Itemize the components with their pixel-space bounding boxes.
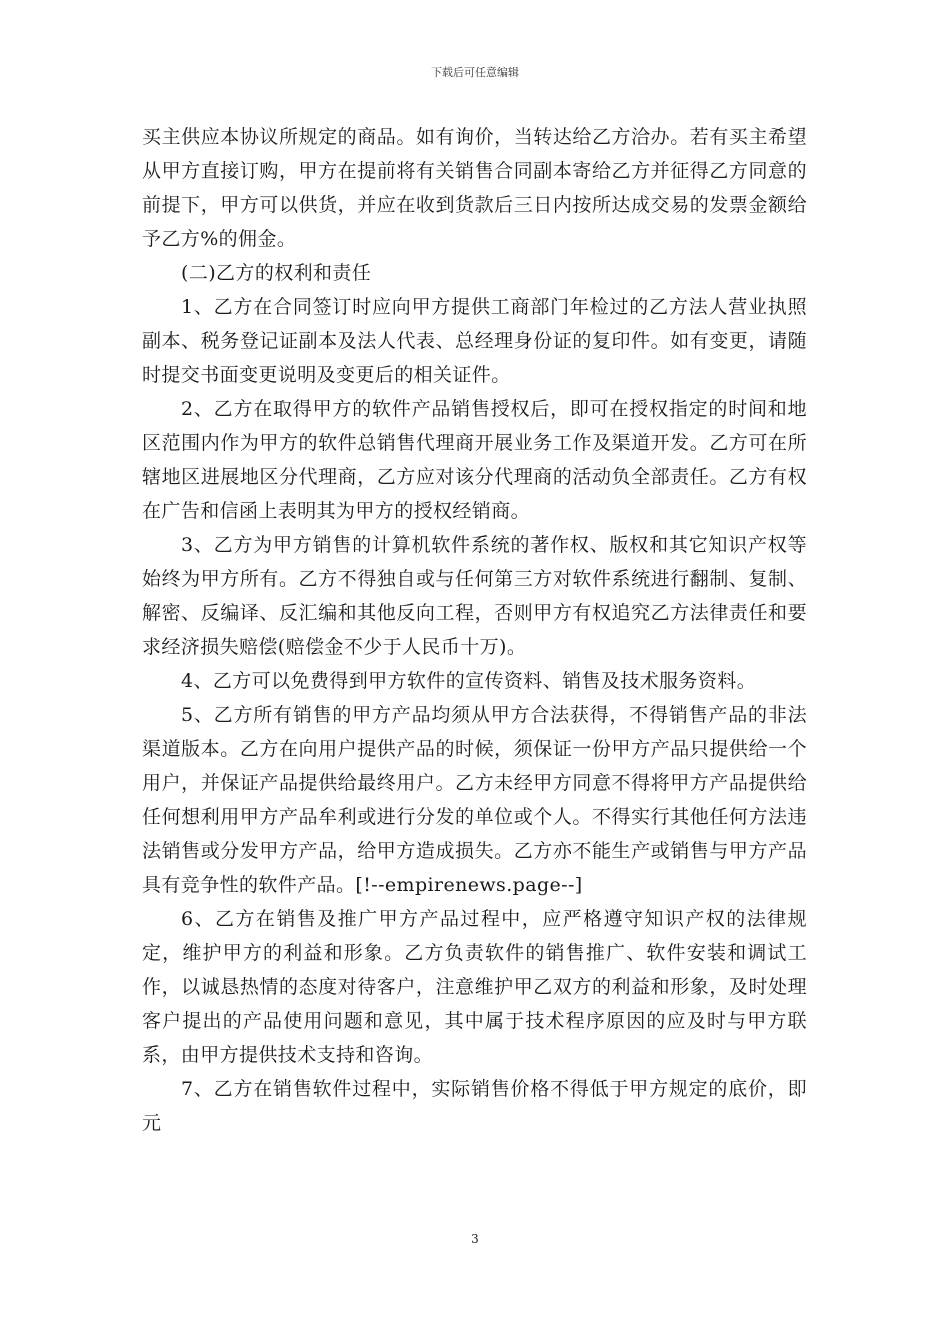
paragraph: 1、乙方在合同签订时应向甲方提供工商部门年检过的乙方法人营业执照副本、税务登记证副本及法人代表、总经理身份证的复印件。如有变更，请随时提交书面变更说明及变更后的相关证件。 [142,296,807,386]
paragraph: 7、乙方在销售软件过程中，实际销售价格不得低于甲方规定的底价，即元 [142,1078,807,1134]
section-heading: (二)乙方的权利和责任 [181,262,372,284]
document-body [142,120,807,1140]
page-number: 3 [471,1232,479,1246]
paragraph: 3、乙方为甲方销售的计算机软件系统的著作权、版权和其它知识产权等始终为甲方所有。乙方不得独自或与任何第三方对软件系统进行翻制、复制、解密、反编译、反汇编和其他反向工程，否则甲方有权追究乙方法律责任和要求经济损失赔偿(赔偿金不少于人民币十万)。 [142,534,807,658]
paragraph: 6、乙方在销售及推广甲方产品过程中，应严格遵守知识产权的法律规定，维护甲方的利益和形象。乙方负责软件的销售推广、软件安装和调试工作，以诚恳热情的态度对待客户，注意维护甲乙双方的利益和形象，及时处理客户提出的产品使用问题和意见，其中属于技术程序原因的应及时与甲方联系，由甲方提供技术支持和咨询。 [142,908,807,1066]
paragraph: 买主供应本协议所规定的商品。如有询价，当转达给乙方洽办。若有买主希望从甲方直接订购，甲方在提前将有关销售合同副本寄给乙方并征得乙方同意的前提下，甲方可以供货，并应在收到货款后三日内按所达成交易的发票金额给予乙方%的佣金。 [142,126,807,250]
paragraph: 4、乙方可以免费得到甲方软件的宣传资料、销售及技术服务资料。 [181,670,757,692]
paragraph: 2、乙方在取得甲方的软件产品销售授权后，即可在授权指定的时间和地区范围内作为甲方的软件总销售代理商开展业务工作及渠道开发。乙方可在所辖地区进展地区分代理商，乙方应对该分代理商的活动负全部责任。乙方有权在广告和信函上表明其为甲方的授权经销商。 [142,398,807,522]
page-header: 下载后可任意编辑 [431,66,519,79]
paragraph: 5、乙方所有销售的甲方产品均须从甲方合法获得，不得销售产品的非法渠道版本。乙方在向用户提供产品的时候，须保证一份甲方产品只提供给一个用户，并保证产品提供给最终用户。乙方未经甲方同意不得将甲方产品提供给任何想利用甲方产品牟利或进行分发的单位或个人。不得实行其他任何方法违法销售或分发甲方产品，给甲方造成损失。乙方亦不能生产或销售与甲方产品具有竞争性的软件产品。[!--empirenews.page--] [142,704,807,896]
